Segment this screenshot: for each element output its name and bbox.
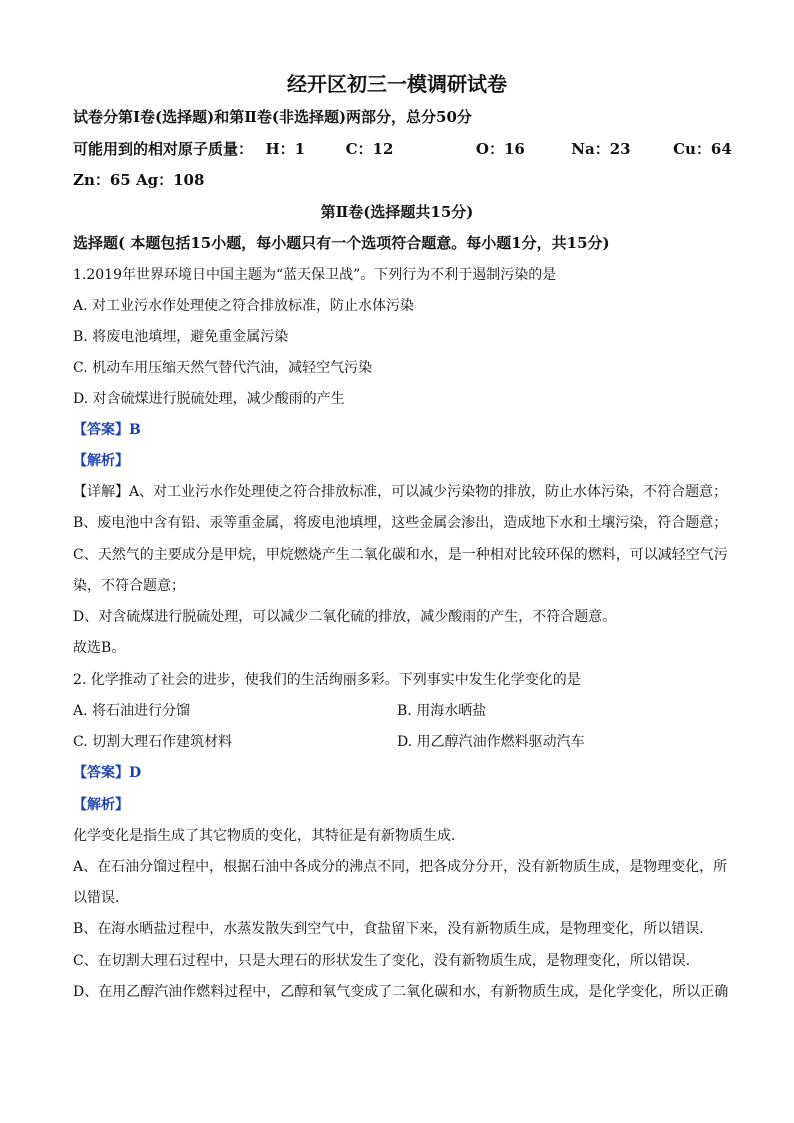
question-1-detail-line: D、对含硫煤进行脱硫处理，可以减少二氧化硫的排放，减少酸雨的产生，不符合题意。 — [73, 609, 617, 625]
question-1-analysis-label: 【解析】 — [73, 453, 129, 469]
exam-structure-note: 试卷分第Ⅰ卷(选择题)和第Ⅱ卷(非选择题)两部分，总分50分 — [73, 108, 472, 126]
atomic-mass-cu: Cu：64 — [673, 140, 732, 158]
question-2-option-b: B. 用海水晒盐 — [397, 703, 487, 719]
question-1-detail-line: 染，不符合题意； — [73, 578, 185, 594]
question-1-option-a: A. 对工业污水作处理使之符合排放标准，防止水体污染 — [73, 298, 415, 314]
question-1-option-b: B. 将废电池填埋，避免重金属污染 — [73, 329, 289, 345]
atomic-mass-line-2: Zn：65 Ag：108 — [73, 171, 205, 189]
atomic-mass-na: Na：23 — [571, 140, 631, 158]
question-2-analysis-line: 以错误． — [73, 890, 129, 906]
question-1-stem: 1.2019年世界环境日中国主题为“蓝天保卫战”。下列行为不利于遏制污染的是 — [73, 267, 557, 283]
page-title: 经开区初三一模调研试卷 — [287, 72, 507, 96]
section-instruction: 选择题( 本题包括15小题，每小题只有一个选项符合题意。每小题1分，共15分) — [73, 234, 610, 252]
question-2-option-a: A. 将石油进行分馏 — [73, 703, 191, 719]
atomic-mass-label: 可能用到的相对原子质量： — [73, 140, 254, 158]
question-1-answer: 【答案】B — [73, 422, 141, 438]
atomic-mass-line — [73, 139, 732, 159]
question-2-analysis-line: B、在海水晒盐过程中，水蒸发散失到空气中，食盐留下来，没有新物质生成，是物理变化，所以错误． — [73, 921, 714, 937]
question-1-detail-line: C、天然气的主要成分是甲烷，甲烷燃烧产生二氧化碳和水，是一种相对比较环保的燃料，可以减轻空气污 — [73, 547, 728, 563]
question-2-analysis-line: C、在切割大理石过程中，只是大理石的形状发生了变化，没有新物质生成，是物理变化，所以错误． — [73, 953, 700, 969]
question-2-stem: 2. 化学推动了社会的进步，使我们的生活绚丽多彩。下列事实中发生化学变化的是 — [73, 672, 581, 688]
question-1-conclusion: 故选B。 — [73, 640, 126, 656]
section-title: 第Ⅱ卷(选择题共15分) — [320, 203, 474, 221]
question-2-analysis-line: D、在用乙醇汽油作燃料过程中，乙醇和氧气变成了二氧化碳和水，有新物质生成，是化学变化，所以正确 — [73, 984, 729, 1000]
question-2-option-c: C. 切割大理石作建筑材料 — [73, 734, 233, 750]
question-2-analysis-line: 化学变化是指生成了其它物质的变化，其特征是有新物质生成． — [73, 828, 465, 844]
question-1-detail-line: B、废电池中含有铅、汞等重金属，将废电池填埋，这些金属会渗出，造成地下水和土壤污染，符合题意； — [73, 515, 728, 531]
question-2-analysis-line: A、在石油分馏过程中，根据石油中各成分的沸点不同，把各成分分开，没有新物质生成，是物理变化，所 — [73, 859, 728, 875]
question-1-option-c: C. 机动车用压缩天然气替代汽油，减轻空气污染 — [73, 360, 373, 376]
question-1-detail-line: 【详解】A、对工业污水作处理使之符合排放标准，可以减少污染物的排放，防止水体污染，不符合题意； — [73, 484, 728, 500]
atomic-mass-c: C：12 — [345, 140, 394, 158]
question-2-analysis-label: 【解析】 — [73, 797, 129, 813]
question-2-option-d: D. 用乙醇汽油作燃料驱动汽车 — [397, 734, 585, 750]
atomic-mass-h: H：1 — [265, 140, 306, 158]
atomic-mass-o: O：16 — [475, 140, 525, 158]
question-1-option-d: D. 对含硫煤进行脱硫处理，减少酸雨的产生 — [73, 391, 345, 407]
question-2-answer: 【答案】D — [73, 765, 142, 781]
